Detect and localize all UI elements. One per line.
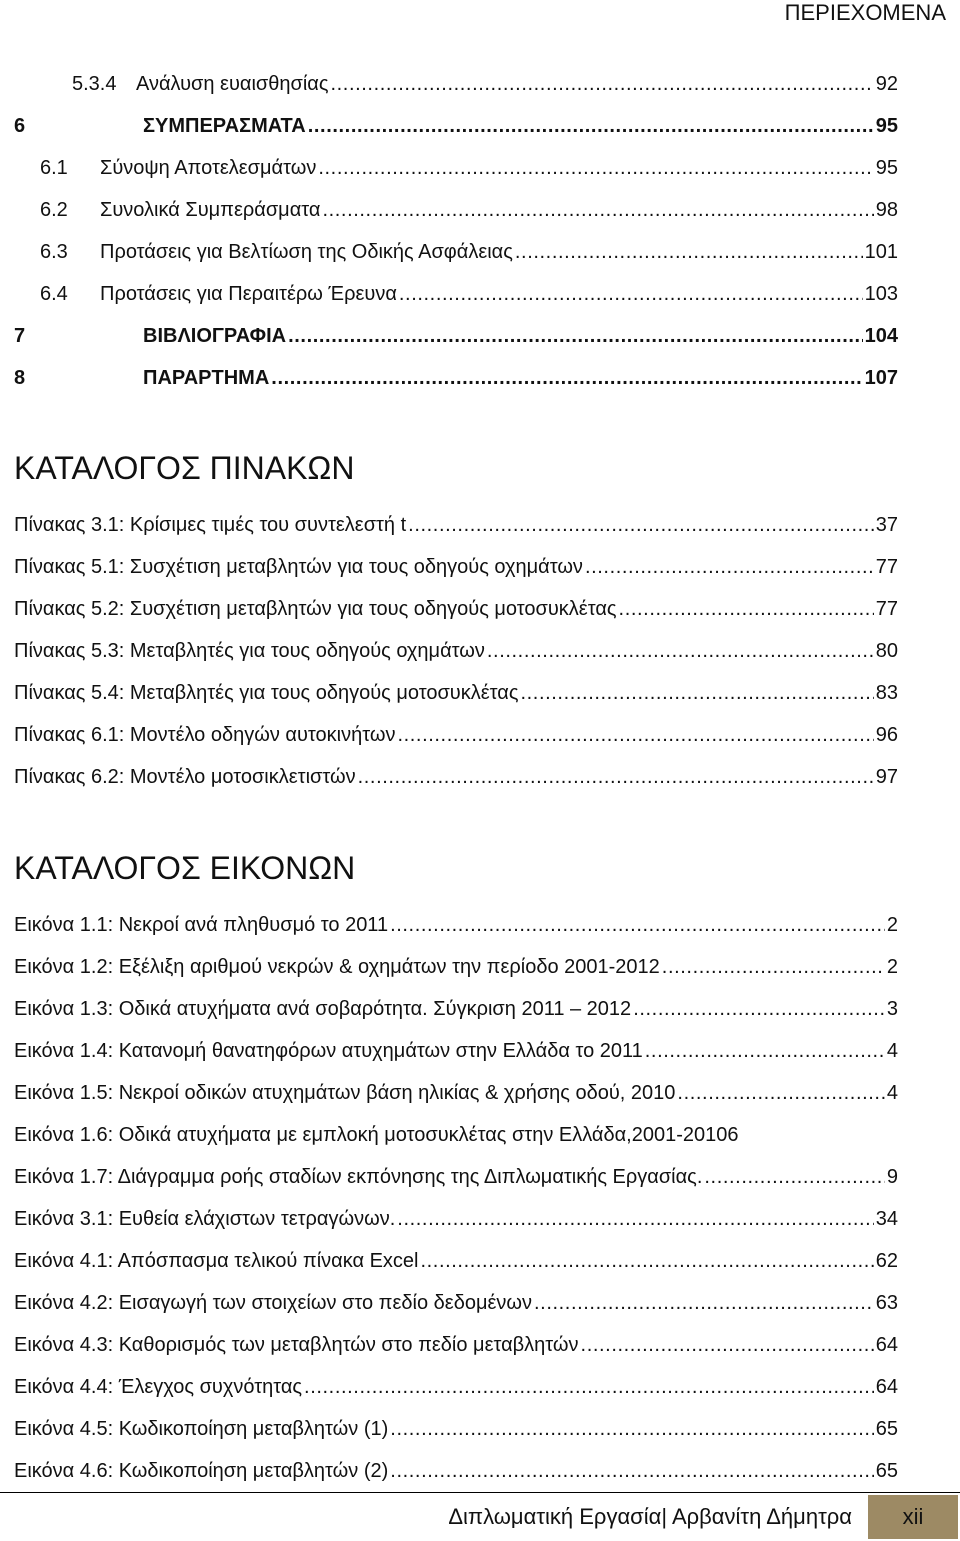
list-item-title: Πίνακας 3.1: Κρίσιμες τιμές του συντελεστή t: [14, 514, 407, 536]
footer-divider: [0, 1492, 960, 1493]
toc-entry[interactable]: [0, 321, 898, 351]
list-item-page: 80: [875, 640, 898, 662]
dot-leader: [399, 279, 863, 309]
figure-list-item[interactable]: [0, 1456, 898, 1486]
toc-entry-page: 98: [875, 199, 898, 221]
list-item-page: 2: [886, 956, 898, 978]
list-of-tables-heading: ΚΑΤΑΛΟΓΟΣ ΠΙΝΑΚΩΝ: [14, 450, 355, 486]
toc-entry-title: Προτάσεις για Βελτίωση της Οδικής Ασφάλειας: [100, 241, 513, 263]
dot-leader: [487, 636, 874, 666]
toc-entry-page: 101: [864, 241, 898, 263]
dot-leader: [677, 1078, 884, 1108]
toc-entry-number: 6.2: [40, 199, 68, 221]
toc-entry-number: 6.4: [40, 283, 68, 305]
list-item-title: Πίνακας 5.2: Συσχέτιση μεταβλητών για τους οδηγούς μοτοσυκλέτας: [14, 598, 617, 620]
toc-entry[interactable]: [0, 237, 898, 267]
figure-list-item[interactable]: [0, 952, 898, 982]
list-item-page: 63: [875, 1292, 898, 1314]
table-list-item[interactable]: [0, 678, 898, 708]
toc-entry-title: ΣΥΜΠΕΡΑΣΜΑΤΑ: [143, 115, 306, 137]
list-item-page: 64: [875, 1334, 898, 1356]
list-item-title: Εικόνα 1.7: Διάγραμμα ροής σταδίων εκπόνησης της Διπλωματικής Εργασίας.: [14, 1166, 703, 1188]
toc-entry[interactable]: [0, 69, 898, 99]
list-item-title: Εικόνα 1.2: Εξέλιξη αριθμού νεκρών & οχημάτων την περίοδο 2001-2012: [14, 956, 660, 978]
toc-entry-number: 5.3.4: [72, 73, 117, 95]
figure-list-item[interactable]: [0, 1036, 898, 1066]
figure-list-item[interactable]: [0, 1372, 898, 1402]
figure-list-item[interactable]: [0, 1162, 898, 1192]
list-item-page: 97: [875, 766, 898, 788]
dot-leader: [662, 952, 885, 982]
dot-leader: [581, 1330, 874, 1360]
table-list-item[interactable]: [0, 510, 898, 540]
toc-entry[interactable]: [0, 279, 898, 309]
list-item-page: 6: [727, 1124, 739, 1146]
list-item-page: 34: [875, 1208, 898, 1230]
list-item-title: Εικόνα 4.6: Κωδικοποίηση μεταβλητών (2): [14, 1460, 389, 1482]
toc-entry-title: ΠΑΡΑΡΤΗΜΑ: [143, 367, 270, 389]
list-item-page: 9: [886, 1166, 898, 1188]
dot-leader: [397, 1204, 873, 1234]
list-item-page: 83: [875, 682, 898, 704]
dot-leader: [358, 762, 874, 792]
dot-leader: [534, 1288, 874, 1318]
toc-entry-page: 95: [875, 157, 898, 179]
dot-leader: [308, 111, 874, 141]
list-item-page: 77: [875, 598, 898, 620]
figure-list-item[interactable]: [0, 1078, 898, 1108]
toc-entry-title: Προτάσεις για Περαιτέρω Έρευνα: [100, 283, 397, 305]
list-item-page: 96: [875, 724, 898, 746]
footer-text: Διπλωματική Εργασία| Αρβανίτη Δήμητρα: [448, 1504, 852, 1529]
table-list-item[interactable]: [0, 594, 898, 624]
list-item-title: Εικόνα 4.5: Κωδικοποίηση μεταβλητών (1): [14, 1418, 389, 1440]
dot-leader: [390, 910, 885, 940]
table-list-item[interactable]: [0, 636, 898, 666]
toc-entry-title: ΒΙΒΛΙΟΓΡΑΦΙΑ: [143, 325, 287, 347]
list-item-title: Πίνακας 5.3: Μεταβλητές για τους οδηγούς οχημάτων: [14, 640, 485, 662]
toc-entry-page: 104: [864, 325, 898, 347]
list-item-title: Πίνακας 6.1: Μοντέλο οδηγών αυτοκινήτων: [14, 724, 396, 746]
list-item-page: 65: [875, 1418, 898, 1440]
list-item-page: 3: [886, 998, 898, 1020]
list-item-page: 62: [875, 1250, 898, 1272]
list-item-page: 65: [875, 1460, 898, 1482]
list-item-title: Εικόνα 1.6: Οδικά ατυχήματα με εμπλοκή μοτοσυκλέτας στην Ελλάδα,2001-2010: [14, 1124, 728, 1146]
toc-entry-title: Συνολικά Συμπεράσματα: [100, 199, 321, 221]
dot-leader: [304, 1372, 874, 1402]
dot-leader: [704, 1162, 884, 1192]
figure-list-item[interactable]: [0, 1204, 898, 1234]
list-item-title: Εικόνα 4.4: Έλεγχος συχνότητας: [14, 1376, 303, 1398]
table-list-item[interactable]: [0, 552, 898, 582]
page-header-title: ΠΕΡΙΕΧΟΜΕΝΑ: [784, 0, 946, 25]
dot-leader: [330, 69, 873, 99]
list-item-title: Εικόνα 4.1: Απόσπασμα τελικού πίνακα Excel: [14, 1250, 419, 1272]
list-item-title: Πίνακας 5.4: Μεταβλητές για τους οδηγούς μοτοσυκλέτας: [14, 682, 519, 704]
dot-leader: [515, 237, 863, 267]
list-of-figures-heading: ΚΑΤΑΛΟΓΟΣ ΕΙΚΟΝΩΝ: [14, 850, 356, 886]
toc-entry[interactable]: [0, 111, 898, 141]
dot-leader: [408, 510, 874, 540]
toc-entry-title: Σύνοψη Αποτελεσμάτων: [100, 157, 317, 179]
dot-leader: [318, 153, 873, 183]
figure-list-item[interactable]: [0, 910, 898, 940]
figure-list-item[interactable]: [0, 1330, 898, 1360]
list-item-title: Εικόνα 4.3: Καθορισμός των μεταβλητών στο πεδίο μεταβλητών: [14, 1334, 579, 1356]
figure-list-item[interactable]: [0, 1288, 898, 1318]
footer-page-number: xii: [868, 1495, 958, 1539]
dot-leader: [520, 678, 873, 708]
toc-entry-number: 6.3: [40, 241, 68, 263]
list-item-page: 77: [875, 556, 898, 578]
toc-entry[interactable]: [0, 195, 898, 225]
list-item-page: 4: [886, 1082, 898, 1104]
toc-entry[interactable]: [0, 363, 898, 393]
dot-leader: [420, 1246, 873, 1276]
list-item-title: Εικόνα 4.2: Εισαγωγή των στοιχείων στο πεδίο δεδομένων: [14, 1292, 532, 1314]
list-item-title: Εικόνα 1.3: Οδικά ατυχήματα ανά σοβαρότητα. Σύγκριση 2011 – 2012: [14, 998, 632, 1020]
figure-list-item[interactable]: [0, 1246, 898, 1276]
dot-leader: [288, 321, 863, 351]
toc-entry-number: 7: [14, 325, 26, 347]
toc-entry-page: 95: [875, 115, 898, 137]
list-item-page: 2: [886, 914, 898, 936]
dot-leader: [397, 720, 873, 750]
toc-entry[interactable]: [0, 153, 898, 183]
table-list-item[interactable]: [0, 762, 898, 792]
toc-entry-page: 107: [864, 367, 898, 389]
list-item-title: Εικόνα 1.4: Κατανομή θανατηφόρων ατυχημάτων στην Ελλάδα το 2011: [14, 1040, 643, 1062]
list-item-page: 4: [886, 1040, 898, 1062]
dot-leader: [645, 1036, 885, 1066]
figure-list-item[interactable]: [0, 1120, 898, 1150]
dot-leader: [390, 1414, 873, 1444]
dot-leader: [633, 994, 885, 1024]
dot-leader: [619, 594, 874, 624]
dot-leader: [585, 552, 874, 582]
list-item-title: Εικόνα 1.1: Νεκροί ανά πληθυσμό το 2011: [14, 914, 389, 936]
dot-leader: [322, 195, 873, 225]
table-list-item[interactable]: [0, 720, 898, 750]
toc-entry-number: 6.1: [40, 157, 68, 179]
list-item-title: Πίνακας 5.1: Συσχέτιση μεταβλητών για τους οδηγούς οχημάτων: [14, 556, 583, 578]
list-item-page: 37: [875, 514, 898, 536]
toc-entry-number: 6: [14, 115, 26, 137]
list-item-title: Εικόνα 1.5: Νεκροί οδικών ατυχημάτων βάση ηλικίας & χρήσης οδού, 2010: [14, 1082, 676, 1104]
toc-entry-page: 92: [875, 73, 898, 95]
toc-entry-page: 103: [864, 283, 898, 305]
toc-entry-title: Ανάλυση ευαισθησίας: [136, 73, 329, 95]
toc-entry-number: 8: [14, 367, 26, 389]
dot-leader: [271, 363, 862, 393]
list-item-title: Εικόνα 3.1: Ευθεία ελάχιστων τετραγώνων.: [14, 1208, 396, 1230]
list-item-title: Πίνακας 6.2: Μοντέλο μοτοσικλετιστών: [14, 766, 356, 788]
dot-leader: [390, 1456, 873, 1486]
figure-list-item[interactable]: [0, 994, 898, 1024]
figure-list-item[interactable]: [0, 1414, 898, 1444]
list-item-page: 64: [875, 1376, 898, 1398]
